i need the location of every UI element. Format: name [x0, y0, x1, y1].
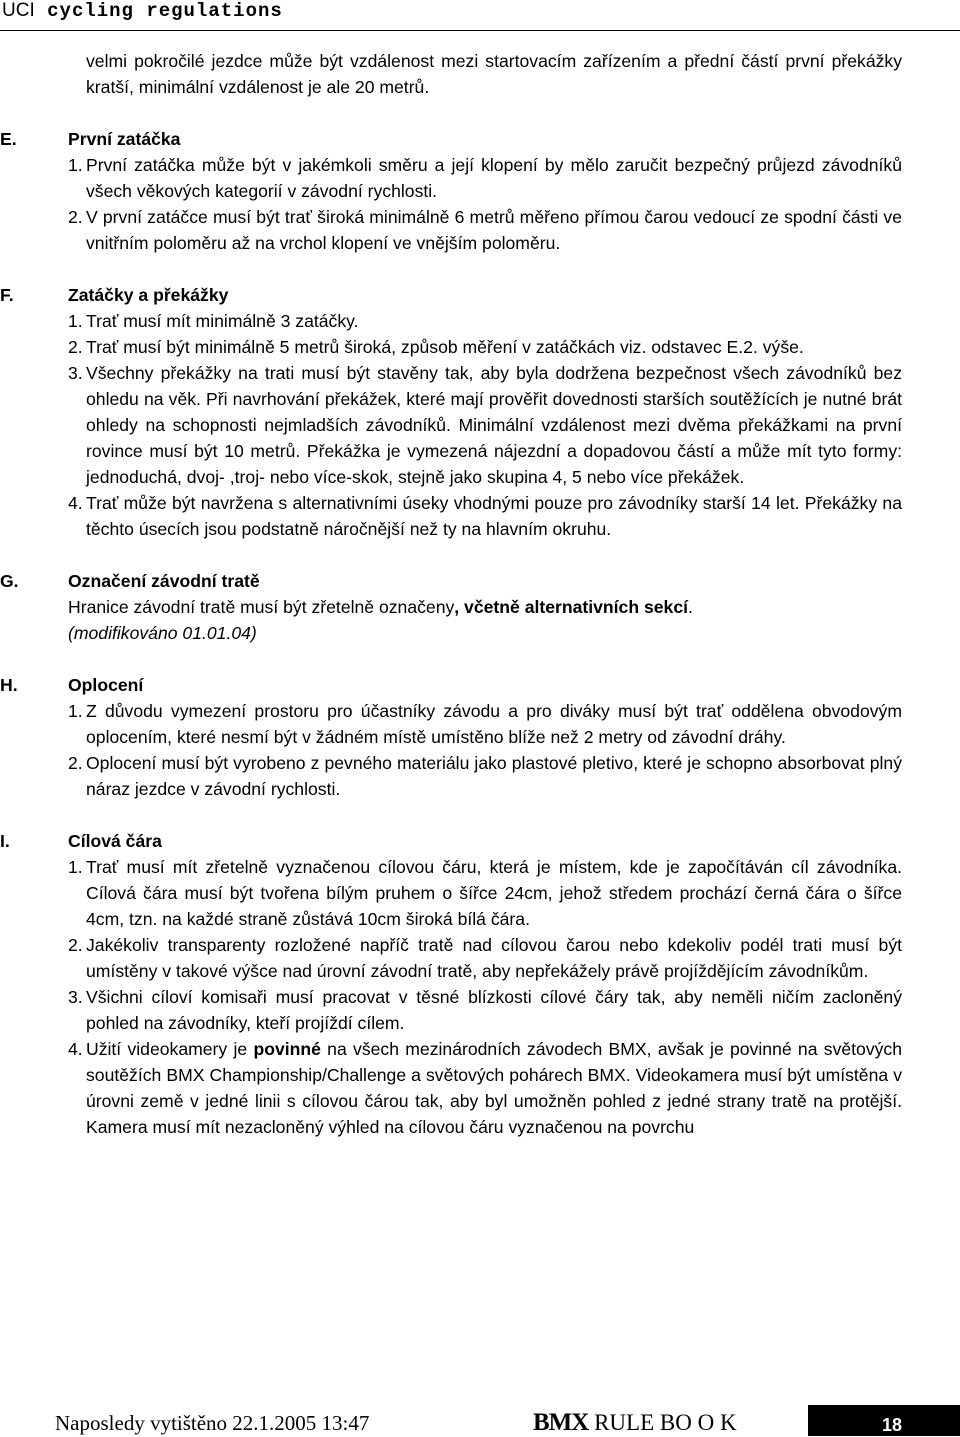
item-text: V první zatáčce musí být trať široká minimálně 6 metrů měřeno přímou čarou vedoucí ze spodní části ve vnitřním poloměru až na vrchol klopení ve vnějším poloměru. [86, 207, 902, 253]
book-title-rest: RULE BO O K [588, 1410, 737, 1435]
header-rule [0, 30, 960, 31]
item-number: 2. [68, 337, 83, 357]
modification-note [0, 620, 960, 646]
item-number: 3. [68, 987, 83, 1007]
list-item [0, 854, 960, 932]
section-text [0, 594, 960, 620]
header-title [2, 0, 283, 22]
list-item [0, 360, 960, 490]
item-text: Trať musí mít minimálně 3 zatáčky. [86, 311, 359, 331]
list-item [0, 750, 960, 802]
header-subtitle: cycling regulations [47, 0, 283, 22]
print-date: Naposledy vytištěno 22.1.2005 13:47 [55, 1411, 370, 1435]
item-number: 2. [68, 207, 83, 227]
item-text: Z důvodu vymezení prostoru pro účastníky závodu a pro diváky musí být trať oddělena obvodovým oplocením, které nesmí být v žádném místě umístěno blíže než 2 metry od závodní dráhy. [86, 701, 902, 747]
intro-paragraph: velmi pokročilé jezdce může být vzdálenost mezi startovacím zařízením a přední částí první překážky kratší, minimální vzdálenost je ale 20 metrů. [86, 51, 902, 97]
text-bold: , včetně alternativních sekcí [454, 597, 688, 617]
item-text: Všechny překážky na trati musí být stavěny tak, aby byla dodržena bezpečnost všech závodníků bez ohledu na věk. Při navrhování překážek, které mají prověřit dovednosti starších soutěžících je nutné brát ohledy na schopnosti nejmladších závodníků. Minimální vzdálenost mezi dvěma překážkami na první rovince musí být 10 metrů. Překážka je vymezená nájezdní a dopadovou částí a může mít tyto formy: jednoduchá, dvoj- ,troj- nebo více-skok, stejně jako skupina 4, 5 nebo více překážek. [86, 363, 902, 487]
section-h [0, 672, 960, 802]
section-letter: G. [0, 571, 19, 591]
section-title: Zatáčky a překážky [68, 285, 229, 305]
section-title: První zatáčka [68, 129, 181, 149]
section-letter: I. [0, 831, 10, 851]
item-text: Jakékoliv transparenty rozložené napříč tratě nad cílovou čarou nebo kdekoliv podél trati musí být umístěny v takové výšce nad úrovní závodní tratě, aby nepřekážely právě projíždějícím závodníkům. [86, 935, 902, 981]
item-number: 2. [68, 935, 83, 955]
section-e [0, 126, 960, 256]
section-g [0, 568, 960, 646]
section-title: Cílová čára [68, 831, 162, 851]
note-text: (modifikováno 01.01.04) [68, 623, 257, 643]
item-text: Oplocení musí být vyrobeno z pevného materiálu jako plastové pletivo, které je schopno absorbovat plný náraz jezdce v závodní rychlosti. [86, 753, 902, 799]
document-body [0, 48, 960, 1140]
section-title: Označení závodní tratě [68, 571, 260, 591]
list-item [0, 490, 960, 542]
list-item [0, 152, 960, 204]
item-text: Trať může být navržena s alternativními úseky vhodnými pouze pro závodníky starší 14 let. Překážky na těchto úsecích jsou podstatně náročnější než ty na hlavním okruhu. [86, 493, 902, 539]
item-text-pre: Užití videokamery je [86, 1039, 254, 1059]
list-item [0, 932, 960, 984]
page-number-box [808, 1405, 960, 1436]
item-number: 4. [68, 493, 83, 513]
item-text-post: na všech mezinárodních závodech BMX, avšak je povinné na světových soutěžích BMX Championship/Challenge a světových pohárech BMX. Videokamera musí být umístěna v úrovni země v jedné linii s cílovou čárou tak, aby byl umožněn pohled z jedné strany tratě na protější. Kamera musí mít nezacloněný výhled na cílovou čáru vyznačenou na povrchu [86, 1039, 902, 1137]
section-i [0, 828, 960, 1140]
item-number: 1. [68, 155, 83, 175]
section-letter: E. [0, 129, 17, 149]
item-number: 1. [68, 701, 83, 721]
page-number: 18 [881, 1415, 902, 1435]
section-f [0, 282, 960, 542]
item-number: 2. [68, 753, 83, 773]
item-text: Trať musí mít zřetelně vyznačenou cílovou čáru, která je místem, kde je započítáván cíl závodníka. Cílová čára musí být tvořena bílým pruhem o šířce 24cm, jehož středem prochází černá čára o šířce 4cm, tzn. na každé straně zůstává 10cm široká bílá čára. [86, 857, 902, 929]
list-item [0, 204, 960, 256]
book-title-bmx: BMX [533, 1409, 589, 1436]
book-title [533, 1409, 737, 1437]
list-item [0, 308, 960, 334]
page-footer [0, 1405, 960, 1436]
page-header [0, 0, 960, 30]
item-text: Trať musí být minimálně 5 metrů široká, způsob měření v zatáčkách viz. odstavec E.2. výše. [86, 337, 804, 357]
section-letter: H. [0, 675, 18, 695]
item-text: První zatáčka může být v jakémkoli směru a její klopení by mělo zaručit bezpečný průjezd závodníků všech věkových kategorií v závodní rychlosti. [86, 155, 902, 201]
item-text-bold: povinné [253, 1039, 321, 1059]
text-end: . [688, 597, 693, 617]
text-plain: Hranice závodní tratě musí být zřetelně označeny [68, 597, 455, 617]
item-number: 3. [68, 363, 83, 383]
section-letter: F. [0, 285, 14, 305]
list-item [0, 334, 960, 360]
list-item [0, 984, 960, 1036]
header-org: UCI [2, 0, 35, 21]
item-number: 1. [68, 311, 83, 331]
item-number: 1. [68, 857, 83, 877]
list-item [0, 698, 960, 750]
item-text: Všichni cíloví komisaři musí pracovat v těsné blízkosti cílové čáry tak, aby neměli ničím zacloněný pohled na závodníky, kteří projíždí cílem. [86, 987, 902, 1033]
list-item [0, 1036, 960, 1140]
item-number: 4. [68, 1039, 83, 1059]
section-title: Oplocení [68, 675, 144, 695]
